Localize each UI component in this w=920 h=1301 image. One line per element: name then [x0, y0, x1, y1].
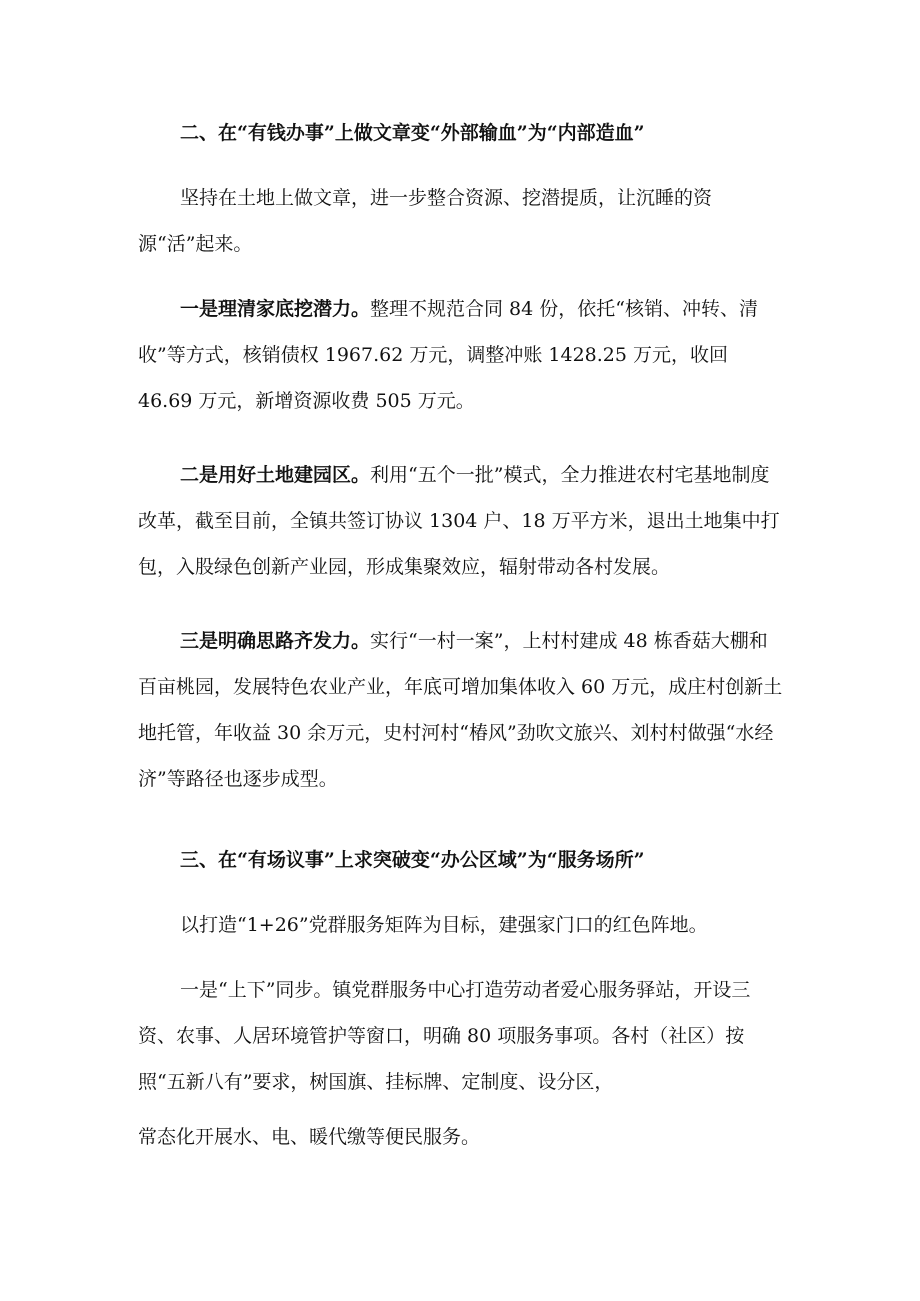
paragraph-3-text: 实行“一村一案”，上村村建成 48 栋香菇大棚和百亩桃园，发展特色农业产业，年底可增加集体收入 60 万元，成庄村创新土地托管，年收益 30 余万元，史村河村“椿风”劲吹文旅兴、刘村村做强“水经济”等路径也逐步成型。: [138, 630, 783, 790]
section-heading-2: 二、在“有钱办事”上做文章变“外部输血”为“内部造血”: [180, 122, 645, 144]
section-2-intro: 坚持在土地上做文章，进一步整合资源、挖潜提质，让沉睡的资源“活”起来。: [138, 187, 713, 255]
paragraph-1-lead: 一是理清家底挖潜力。: [180, 298, 371, 320]
paragraph-2-text: 利用“五个一批”模式，全力推进农村宅基地制度改革，截至目前，全镇共签订协议 1304 户、18 万平方米，退出土地集中打包，入股绿色创新产业园，形成集聚效应，辐射带动各村发展。: [138, 464, 780, 578]
paragraph-2-lead: 二是用好土地建园区。: [180, 464, 371, 486]
paragraph-3-lead: 三是明确思路齐发力。: [180, 630, 371, 652]
section-3-intro: 以打造“1+26”党群服务矩阵为目标，建强家门口的红色阵地。: [180, 914, 708, 936]
paragraph-3: [138, 618, 784, 802]
paragraph-4: 一是“上下”同步。镇党群服务中心打造劳动者爱心服务驿站，开设三资、农事、人居环境管护等窗口，明确 80 项服务事项。各村（社区）按照“五新八有”要求，树国旗、挂标牌、定制度、设分区，: [138, 979, 751, 1093]
paragraph-1-text: 整理不规范合同 84 份，依托“核销、冲转、清收”等方式，核销债权 1967.62 万元，调整冲账 1428.25 万元，收回 46.69 万元，新增资源收费 505 万元。: [138, 298, 758, 412]
paragraph-1: [138, 286, 784, 424]
paragraph-2: [138, 452, 784, 590]
paragraph-4-tail: 常态化开展水、电、暖代缴等便民服务。: [138, 1126, 481, 1148]
section-heading-3: 三、在“有场议事”上求突破变“办公区域”为“服务场所”: [180, 849, 645, 871]
